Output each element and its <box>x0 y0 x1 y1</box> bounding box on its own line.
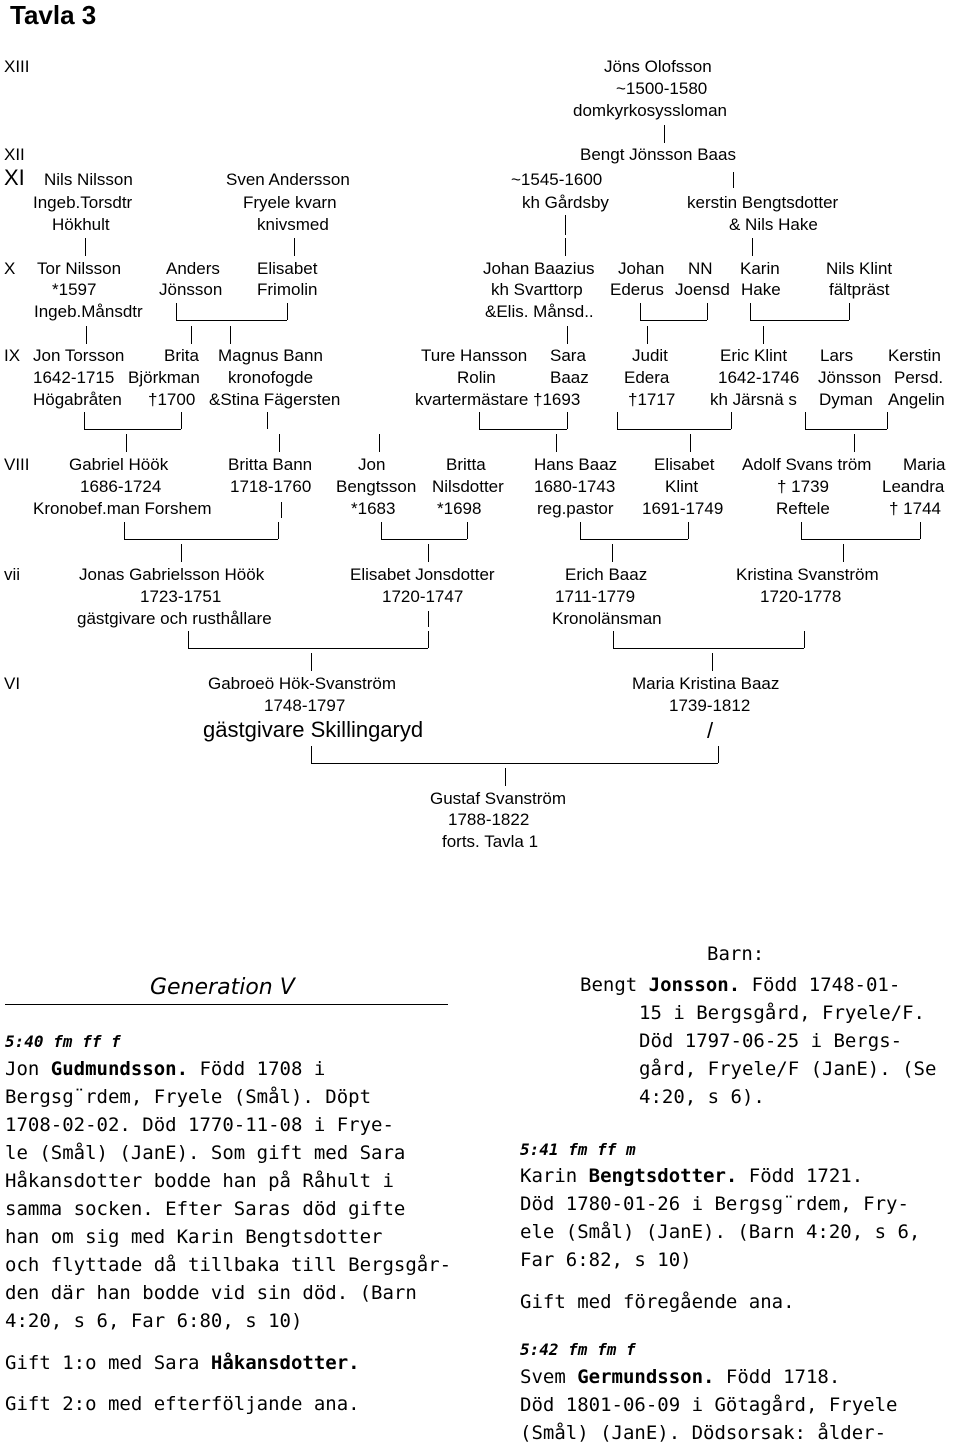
entry-text: Jon <box>5 1058 51 1080</box>
tree-connector <box>505 768 506 786</box>
entry-line: (Smål) (JanE). Dödsorsak: ålder- <box>520 1422 887 1444</box>
person-maria-last: Leandra <box>882 477 945 496</box>
tree-connector <box>281 502 282 518</box>
person-sven-name: Sven Andersson <box>226 170 350 189</box>
entry-svem-first-line <box>520 1363 840 1391</box>
entry-text: Bengt <box>580 974 649 996</box>
person-adolf-died: † 1739 <box>777 477 829 496</box>
person-gabroe-title: gästgivare Skillingaryd <box>203 717 424 742</box>
person-adolf-name: Adolf Svans tröm <box>742 455 872 474</box>
tree-connector <box>278 522 279 539</box>
person-maria-first: Maria <box>903 455 946 474</box>
person-gabriel-years: 1686-1724 <box>80 477 162 496</box>
tree-connector <box>752 238 753 256</box>
tree-connector <box>750 303 751 320</box>
tree-connector <box>181 412 182 429</box>
person-jon-torsson-place: Högabråten <box>33 390 122 409</box>
person-hans-name: Hans Baaz <box>534 455 618 474</box>
person-tor-wife: Ingeb.Månsdtr <box>34 302 143 321</box>
tree-connector <box>381 539 467 540</box>
person-sara-last: Baaz <box>550 368 589 387</box>
person-karin-last: Hake <box>741 280 781 299</box>
entry-line: den där han bodde vid sin död. (Barn <box>5 1282 417 1304</box>
person-nn: NN <box>688 259 713 278</box>
gen-label-xii: XII <box>4 145 25 164</box>
entry-name-bold: Gudmundsson. <box>50 1058 189 1080</box>
entry-line: Håkansdotter bodde han på Råhult i <box>5 1170 394 1192</box>
person-gabroe-years: 1748-1797 <box>264 696 346 715</box>
person-maria-kristina-name: Maria Kristina Baaz <box>632 674 780 693</box>
person-maria-kristina-years: 1739-1812 <box>669 696 751 715</box>
tree-connector <box>580 539 688 540</box>
entry-bengt-first-line <box>580 971 900 999</box>
entry-line: samma socken. Efter Saras död gifte <box>5 1198 406 1220</box>
person-jon-born: *1683 <box>351 499 396 518</box>
tree-connector <box>126 434 127 452</box>
tree-connector <box>428 631 429 648</box>
tree-connector <box>565 215 566 235</box>
tree-connector <box>690 434 691 452</box>
person-judit-first: Judit <box>632 346 668 365</box>
tree-connector <box>664 125 665 143</box>
tree-connector <box>647 326 648 344</box>
barn-heading: Barn: <box>707 943 765 965</box>
entry-line: Död 1801-06-09 i Götagård, Fryele <box>520 1394 898 1416</box>
person-elisabet-jonsdotter-years: 1720-1747 <box>382 587 464 606</box>
tree-connector <box>428 544 429 562</box>
entry-line: Död 1780-01-26 i Bergsg¨rdem, Fry- <box>520 1193 909 1215</box>
person-lars-first: Lars <box>820 346 854 365</box>
entry-name-bold: Germundsson. <box>577 1366 715 1388</box>
person-jonas-years: 1723-1751 <box>140 587 222 606</box>
entry-line: Död 1797-06-25 i Bergs- <box>639 1030 903 1052</box>
entry-text: Gift 1:o med Sara <box>5 1352 211 1374</box>
entry-name-bold: Bengtsdotter. <box>588 1165 738 1187</box>
person-elisabet-last: Frimolin <box>257 280 318 299</box>
person-jons-name: Jöns Olofsson <box>604 57 712 76</box>
person-elisabet-first: Elisabet <box>257 259 318 278</box>
tree-connector <box>843 544 844 562</box>
entry-line: 4:20, s 6). <box>639 1086 765 1108</box>
person-johan-baazius-wife: &Elis. Månsd.. <box>485 302 594 321</box>
tree-connector <box>467 522 468 539</box>
entry-line: gård, Fryele/F (JanE). (Se <box>639 1058 937 1080</box>
tree-connector <box>731 412 732 429</box>
person-judit-last: Edera <box>624 368 670 387</box>
person-eric-name: Eric Klint <box>720 346 788 365</box>
person-gabroe-name: Gabroeö Hök-Svanström <box>208 674 397 693</box>
person-nils-name: Nils Nilsson <box>44 170 133 189</box>
person-johan-baazius: Johan Baazius <box>483 259 595 278</box>
tree-connector <box>428 611 429 627</box>
tree-connector <box>311 653 312 671</box>
tree-connector <box>479 429 567 430</box>
tree-connector <box>712 653 713 671</box>
person-kerstin-name: kerstin Bengtsdotter <box>687 193 839 212</box>
person-bengt-years: ~1545-1600 <box>511 170 603 189</box>
tree-connector <box>311 746 312 763</box>
person-jons-years: ~1500-1580 <box>616 79 708 98</box>
person-elisabet-jonsdotter-name: Elisabet Jonsdotter <box>350 565 495 584</box>
person-ture-last: Rolin <box>457 368 496 387</box>
person-britta-bann: Britta Bann <box>228 455 313 474</box>
entry-line: 15 i Bergsgård, Fryele/F. <box>639 1002 925 1024</box>
person-erich-title: Kronolänsman <box>552 609 662 628</box>
person-tor-born: *1597 <box>52 280 97 299</box>
person-gustaf-ref: forts. Tavla 1 <box>442 832 539 851</box>
tree-connector <box>750 320 849 321</box>
page-title: Tavla 3 <box>10 0 97 30</box>
entry-text: Född 1718. <box>714 1366 841 1388</box>
person-gabriel-name: Gabriel Höök <box>69 455 169 474</box>
person-nils-wife: Ingeb.Torsdtr <box>33 193 133 212</box>
person-bengt-title: kh Gårdsby <box>522 193 609 212</box>
person-britta-born: *1698 <box>437 499 482 518</box>
entry-line: Far 6:82, s 10) <box>520 1249 692 1271</box>
tree-connector <box>191 326 192 344</box>
tree-connector <box>124 539 278 540</box>
tree-connector <box>617 412 618 429</box>
person-magnus-name: Magnus Bann <box>218 346 323 365</box>
entry-line: Bergsg¨rdem, Fryele (Smål). Döpt <box>5 1086 372 1108</box>
entry-gift1 <box>5 1349 360 1377</box>
person-anders-first: Anders <box>166 259 220 278</box>
tree-connector <box>294 238 295 256</box>
person-kerstin-spouse: & Nils Hake <box>729 215 818 234</box>
tree-connector <box>86 326 87 344</box>
entry-text: Karin <box>520 1165 589 1187</box>
person-erich-name: Erich Baaz <box>565 565 648 584</box>
tree-connector <box>565 238 566 256</box>
person-hans-years: 1680-1743 <box>534 477 616 496</box>
person-johan-baazius-title: kh Svarttorp <box>491 280 583 299</box>
person-ture-name: Ture Hansson <box>421 346 528 365</box>
entry-code-540: 5:40 fm ff f <box>5 1032 121 1051</box>
tree-connector <box>718 746 719 763</box>
entry-karin-gift: Gift med föregående ana. <box>520 1291 795 1313</box>
tree-connector <box>612 544 613 562</box>
person-eric-years: 1642-1746 <box>718 368 800 387</box>
person-sven-place: Fryele kvarn <box>243 193 337 212</box>
person-kerstin-last: Angelin <box>888 390 945 409</box>
person-sven-title: knivsmed <box>257 215 329 234</box>
person-elisabet-klint-years: 1691-1749 <box>642 499 724 518</box>
gen-label-vi: VI <box>4 674 21 693</box>
person-brita-died: †1700 <box>148 390 196 409</box>
tree-connector <box>580 522 581 539</box>
entry-text: Född 1708 i <box>188 1058 326 1080</box>
tree-connector <box>567 326 568 344</box>
person-jonas-name: Jonas Gabrielsson Höök <box>79 565 265 584</box>
tree-connector <box>84 429 181 430</box>
entry-jon-first-line <box>5 1055 325 1083</box>
tree-slash: / <box>707 718 714 743</box>
person-ture-title: kvartermästare <box>415 390 529 409</box>
person-jon-first: Jon <box>358 455 386 474</box>
person-judit-died: †1717 <box>628 390 676 409</box>
person-lars-last: Dyman <box>819 390 873 409</box>
person-nn-last: Joensd <box>675 280 730 299</box>
person-erich-years: 1711-1779 <box>555 587 636 606</box>
person-anders-last: Jönsson <box>159 280 223 299</box>
person-hans-title: reg.pastor <box>537 499 614 518</box>
tree-connector <box>379 434 380 452</box>
tree-connector <box>311 763 718 764</box>
person-britta-bann-years: 1718-1760 <box>230 477 312 496</box>
tree-connector <box>613 648 804 649</box>
person-kristina-name: Kristina Svanström <box>736 565 879 584</box>
tree-connector <box>887 412 888 429</box>
entry-line: och flyttade då tillbaka till Bergsgår- <box>5 1254 452 1276</box>
tree-connector <box>279 434 280 452</box>
entry-name-bold: Håkansdotter. <box>210 1352 360 1374</box>
person-jon-last: Bengtsson <box>336 477 417 496</box>
person-johan-first: Johan <box>618 259 665 278</box>
tree-connector <box>176 320 287 321</box>
person-britta-last: Nilsdotter <box>432 477 504 496</box>
person-britta-first: Britta <box>446 455 486 474</box>
tree-connector <box>381 522 382 539</box>
heading-rule <box>5 1004 448 1005</box>
tree-connector <box>849 303 850 320</box>
tree-connector <box>567 412 568 429</box>
entry-gift2: Gift 2:o med efterföljande ana. <box>5 1393 360 1415</box>
entry-line: han om sig med Karin Bengtsdotter <box>5 1226 383 1248</box>
tree-connector <box>85 238 86 256</box>
tree-connector <box>287 303 288 320</box>
person-johan-last: Ederus <box>610 280 664 299</box>
tree-connector <box>707 303 708 320</box>
person-sara-died: †1693 <box>533 390 581 409</box>
person-nils-place: Hökhult <box>52 215 110 234</box>
entry-karin-first-line <box>520 1162 863 1190</box>
entry-line: 4:20, s 6, Far 6:80, s 10) <box>5 1310 303 1332</box>
tree-connector <box>805 412 806 429</box>
person-jon-torsson-name: Jon Torsson <box>33 346 125 365</box>
person-jons-title: domkyrkosyssloman <box>573 101 727 120</box>
person-maria-died: † 1744 <box>889 499 941 518</box>
tree-connector <box>920 522 921 539</box>
tree-connector <box>188 648 428 649</box>
person-brita-last: Björkman <box>128 368 200 387</box>
person-magnus-title: kronofogde <box>228 368 314 387</box>
entry-line: ele (Smål) (JanE). (Barn 4:20, s 6, <box>520 1221 921 1243</box>
tree-connector <box>267 412 268 429</box>
entry-text: Född 1748-01- <box>740 974 901 996</box>
person-karin-first: Karin <box>740 259 780 278</box>
tree-connector <box>801 539 920 540</box>
person-eric-title: kh Järsnä s <box>710 390 797 409</box>
gen-label-ix: IX <box>4 346 21 365</box>
tree-connector <box>763 326 764 344</box>
gen-label-vii: vii <box>4 565 21 584</box>
tree-connector <box>181 544 182 562</box>
person-elisabet-klint-first: Elisabet <box>654 455 715 474</box>
gen-label-xiii: XIII <box>4 57 30 76</box>
person-nils-klint-title: fältpräst <box>829 280 890 299</box>
person-jon-torsson-years: 1642-1715 <box>33 368 115 387</box>
generation-heading: Generation V <box>150 975 295 1000</box>
tree-connector <box>176 303 177 320</box>
tree-connector <box>556 434 557 452</box>
entry-text: Svem <box>520 1366 578 1388</box>
entry-text: Född 1721. <box>737 1165 864 1187</box>
person-nils-klint: Nils Klint <box>826 259 893 278</box>
tree-connector <box>84 412 85 429</box>
gen-label-x: X <box>4 259 16 278</box>
gen-label-xi: XI <box>4 165 25 190</box>
person-elisabet-klint-last: Klint <box>665 477 699 496</box>
person-sara-first: Sara <box>550 346 586 365</box>
tree-connector <box>804 631 805 648</box>
person-kerstin-first: Kerstin <box>888 346 941 365</box>
person-kerstin-mid: Persd. <box>894 368 944 387</box>
tree-connector <box>479 412 480 429</box>
entry-code-542: 5:42 fm fm f <box>520 1340 636 1359</box>
person-brita-first: Brita <box>164 346 199 365</box>
person-jonas-title: gästgivare och rusthållare <box>77 609 272 628</box>
tree-connector <box>613 631 614 648</box>
person-gustaf-name: Gustaf Svanström <box>430 789 567 808</box>
tree-connector <box>688 522 689 539</box>
tree-connector <box>188 631 189 648</box>
tree-connector <box>854 434 855 452</box>
person-gabriel-title: Kronobef.man Forshem <box>33 499 212 518</box>
person-lars-mid: Jönsson <box>818 368 882 387</box>
tree-connector <box>640 303 641 320</box>
tree-connector <box>640 320 707 321</box>
tree-connector <box>733 172 734 188</box>
person-magnus-wife: &Stina Fägersten <box>209 390 341 409</box>
person-bengt-name: Bengt Jönsson Baas <box>580 145 736 164</box>
tree-connector <box>617 429 731 430</box>
gen-label-viii: VIII <box>4 455 30 474</box>
person-kristina-years: 1720-1778 <box>760 587 842 606</box>
entry-name-bold: Jonsson. <box>648 974 741 996</box>
person-gustaf-years: 1788-1822 <box>448 810 530 829</box>
person-tor-name: Tor Nilsson <box>37 259 122 278</box>
entry-line: le (Smål) (JanE). Som gift med Sara <box>5 1142 406 1164</box>
tree-connector <box>230 326 231 344</box>
tree-connector <box>805 429 887 430</box>
entry-code-541: 5:41 fm ff m <box>520 1140 636 1159</box>
person-adolf-place: Reftele <box>776 499 830 518</box>
tree-connector <box>124 522 125 539</box>
tree-connector <box>801 522 802 539</box>
entry-line: 1708-02-02. Död 1770-11-08 i Frye- <box>5 1114 394 1136</box>
